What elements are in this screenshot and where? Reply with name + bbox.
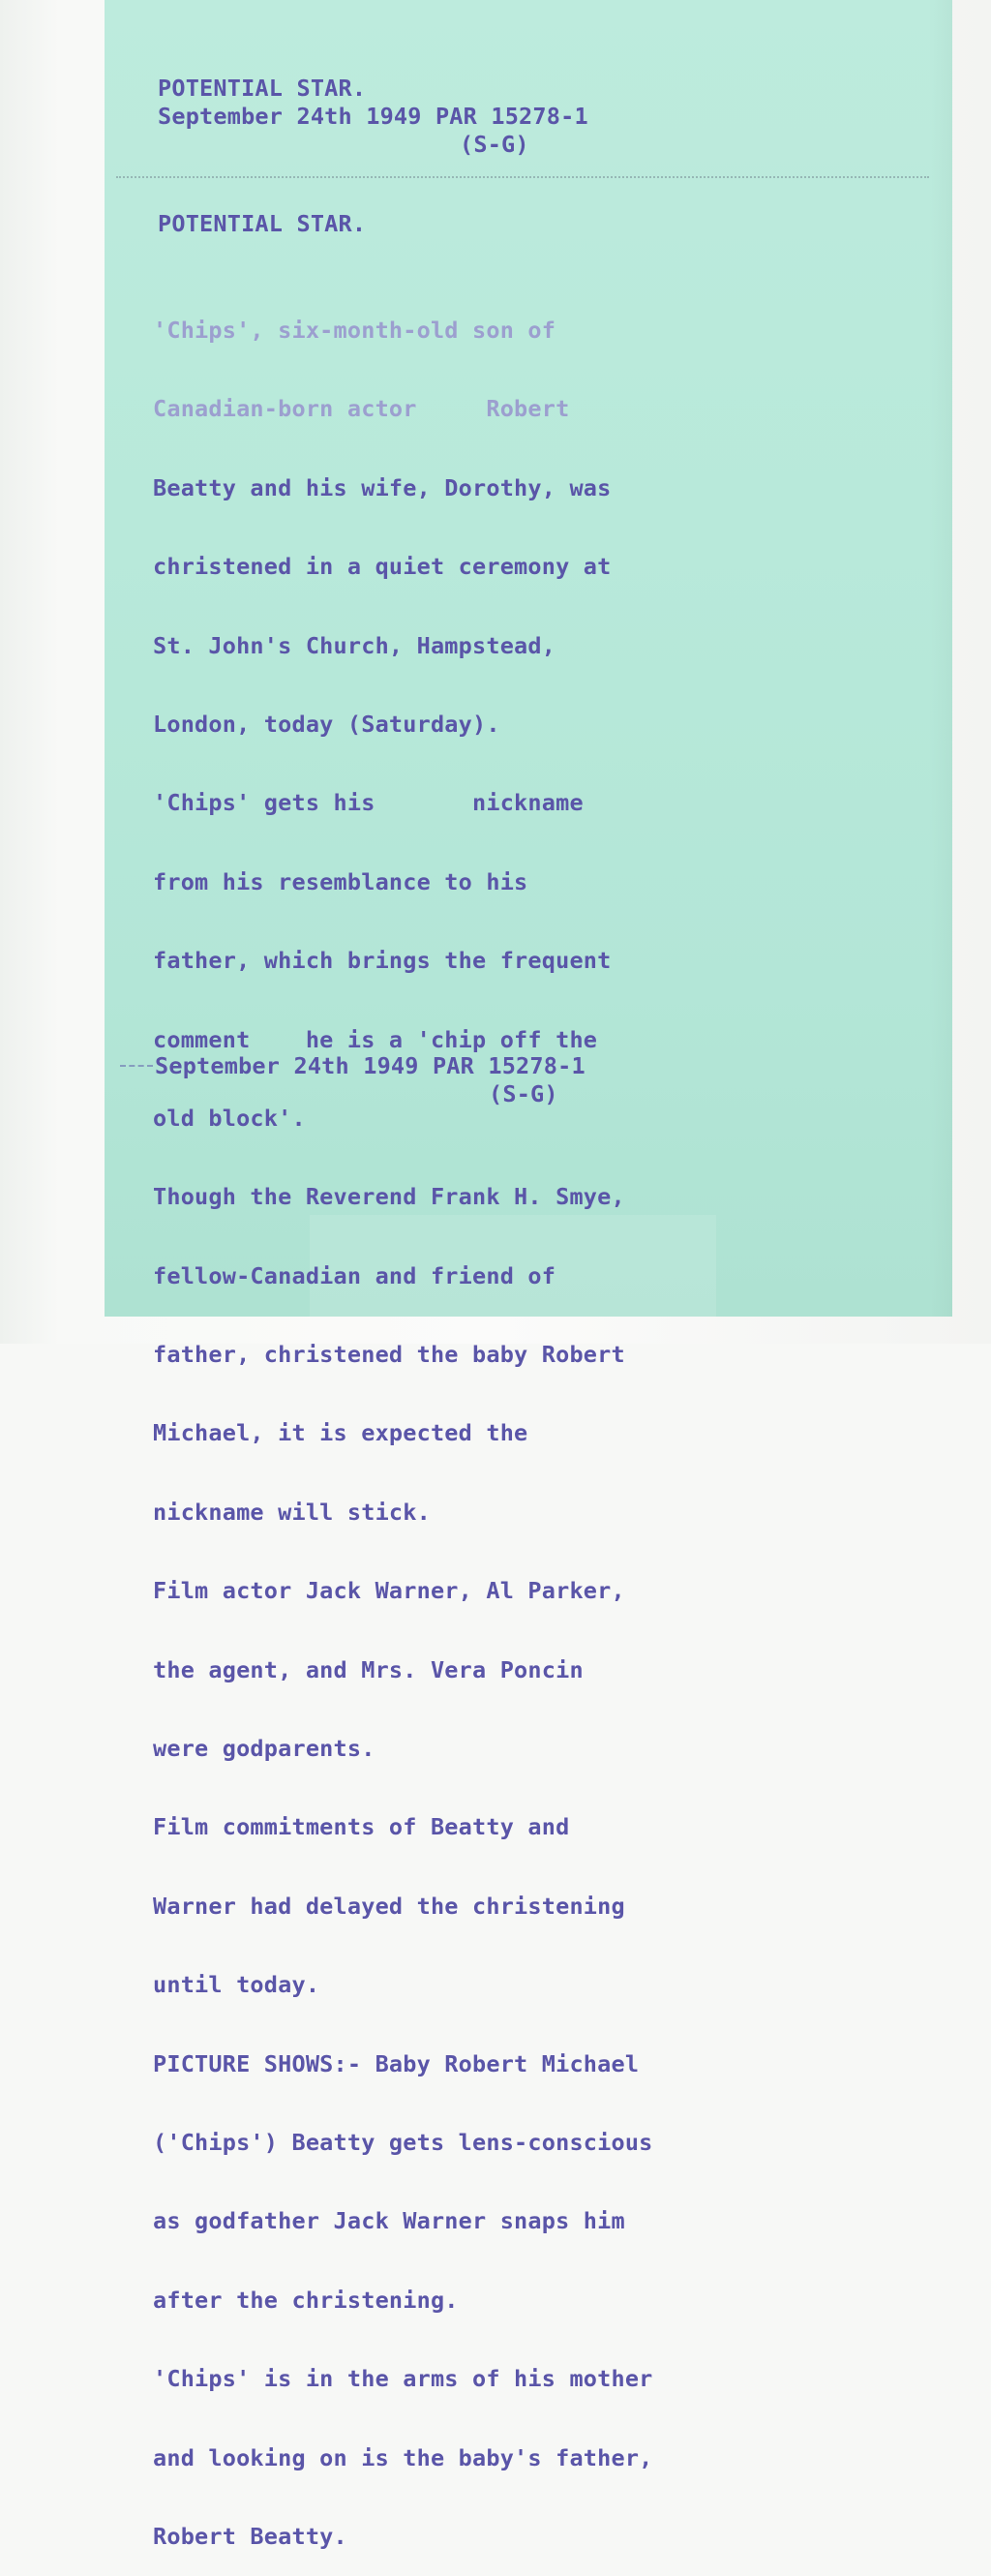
body-line: Canadian-born actor Robert — [153, 395, 570, 423]
header-title: POTENTIAL STAR. — [158, 75, 367, 102]
body-line: fellow-Canadian and friend of — [153, 1261, 556, 1289]
body-line: London, today (Saturday). — [153, 710, 500, 738]
header-code: (S-G) — [460, 131, 529, 158]
body-line: Michael, it is expected the — [153, 1419, 528, 1447]
body-line: and looking on is the baby's father, — [153, 2443, 653, 2471]
footer-code: (S-G) — [489, 1080, 558, 1107]
footer-reference: September 24th 1949 PAR 15278-1 — [155, 1052, 586, 1079]
body-line: father, christened the baby Robert — [153, 1341, 625, 1369]
body-line: Warner had delayed the christening — [153, 1892, 625, 1920]
body-line: as godfather Jack Warner snaps him — [153, 2207, 625, 2235]
body-line: St. John's Church, Hampstead, — [153, 631, 556, 659]
body-line: after the christening. — [153, 2286, 459, 2314]
body-line: Film actor Jack Warner, Al Parker, — [153, 1577, 625, 1605]
body-line: until today. — [153, 1971, 320, 1999]
body-line: Though the Reverend Frank H. Smye, — [153, 1183, 625, 1211]
body-line: from his resemblance to his — [153, 867, 528, 895]
body-line: PICTURE SHOWS:- Baby Robert Michael — [153, 2049, 640, 2077]
caption-body — [153, 265, 653, 2576]
body-line: the agent, and Mrs. Vera Poncin — [153, 1655, 584, 1683]
body-line: 'Chips', six-month-old son of — [153, 317, 556, 344]
dash-mark — [120, 1065, 153, 1067]
body-line: ('Chips') Beatty gets lens-conscious — [153, 2128, 653, 2156]
body-line: were godparents. — [153, 1735, 375, 1763]
body-line: 'Chips' is in the arms of his mother — [153, 2365, 653, 2393]
body-line: 'Chips' gets his nickname — [153, 789, 584, 817]
body-line: Robert Beatty. — [153, 2522, 347, 2550]
body-line: comment he is a 'chip off the — [153, 1025, 598, 1053]
body-line: old block'. — [153, 1104, 306, 1132]
body-line: Beatty and his wife, Dorothy, was — [153, 473, 612, 501]
body-line: christened in a quiet ceremony at — [153, 553, 612, 581]
caption-subtitle: POTENTIAL STAR. — [158, 210, 367, 237]
body-line: nickname will stick. — [153, 1498, 431, 1526]
body-line: father, which brings the frequent — [153, 947, 612, 975]
header-reference: September 24th 1949 PAR 15278-1 — [158, 103, 588, 130]
perforation-line — [116, 176, 929, 178]
sheet-edge-shadow — [929, 0, 952, 1317]
body-line: Film commitments of Beatty and — [153, 1813, 570, 1841]
